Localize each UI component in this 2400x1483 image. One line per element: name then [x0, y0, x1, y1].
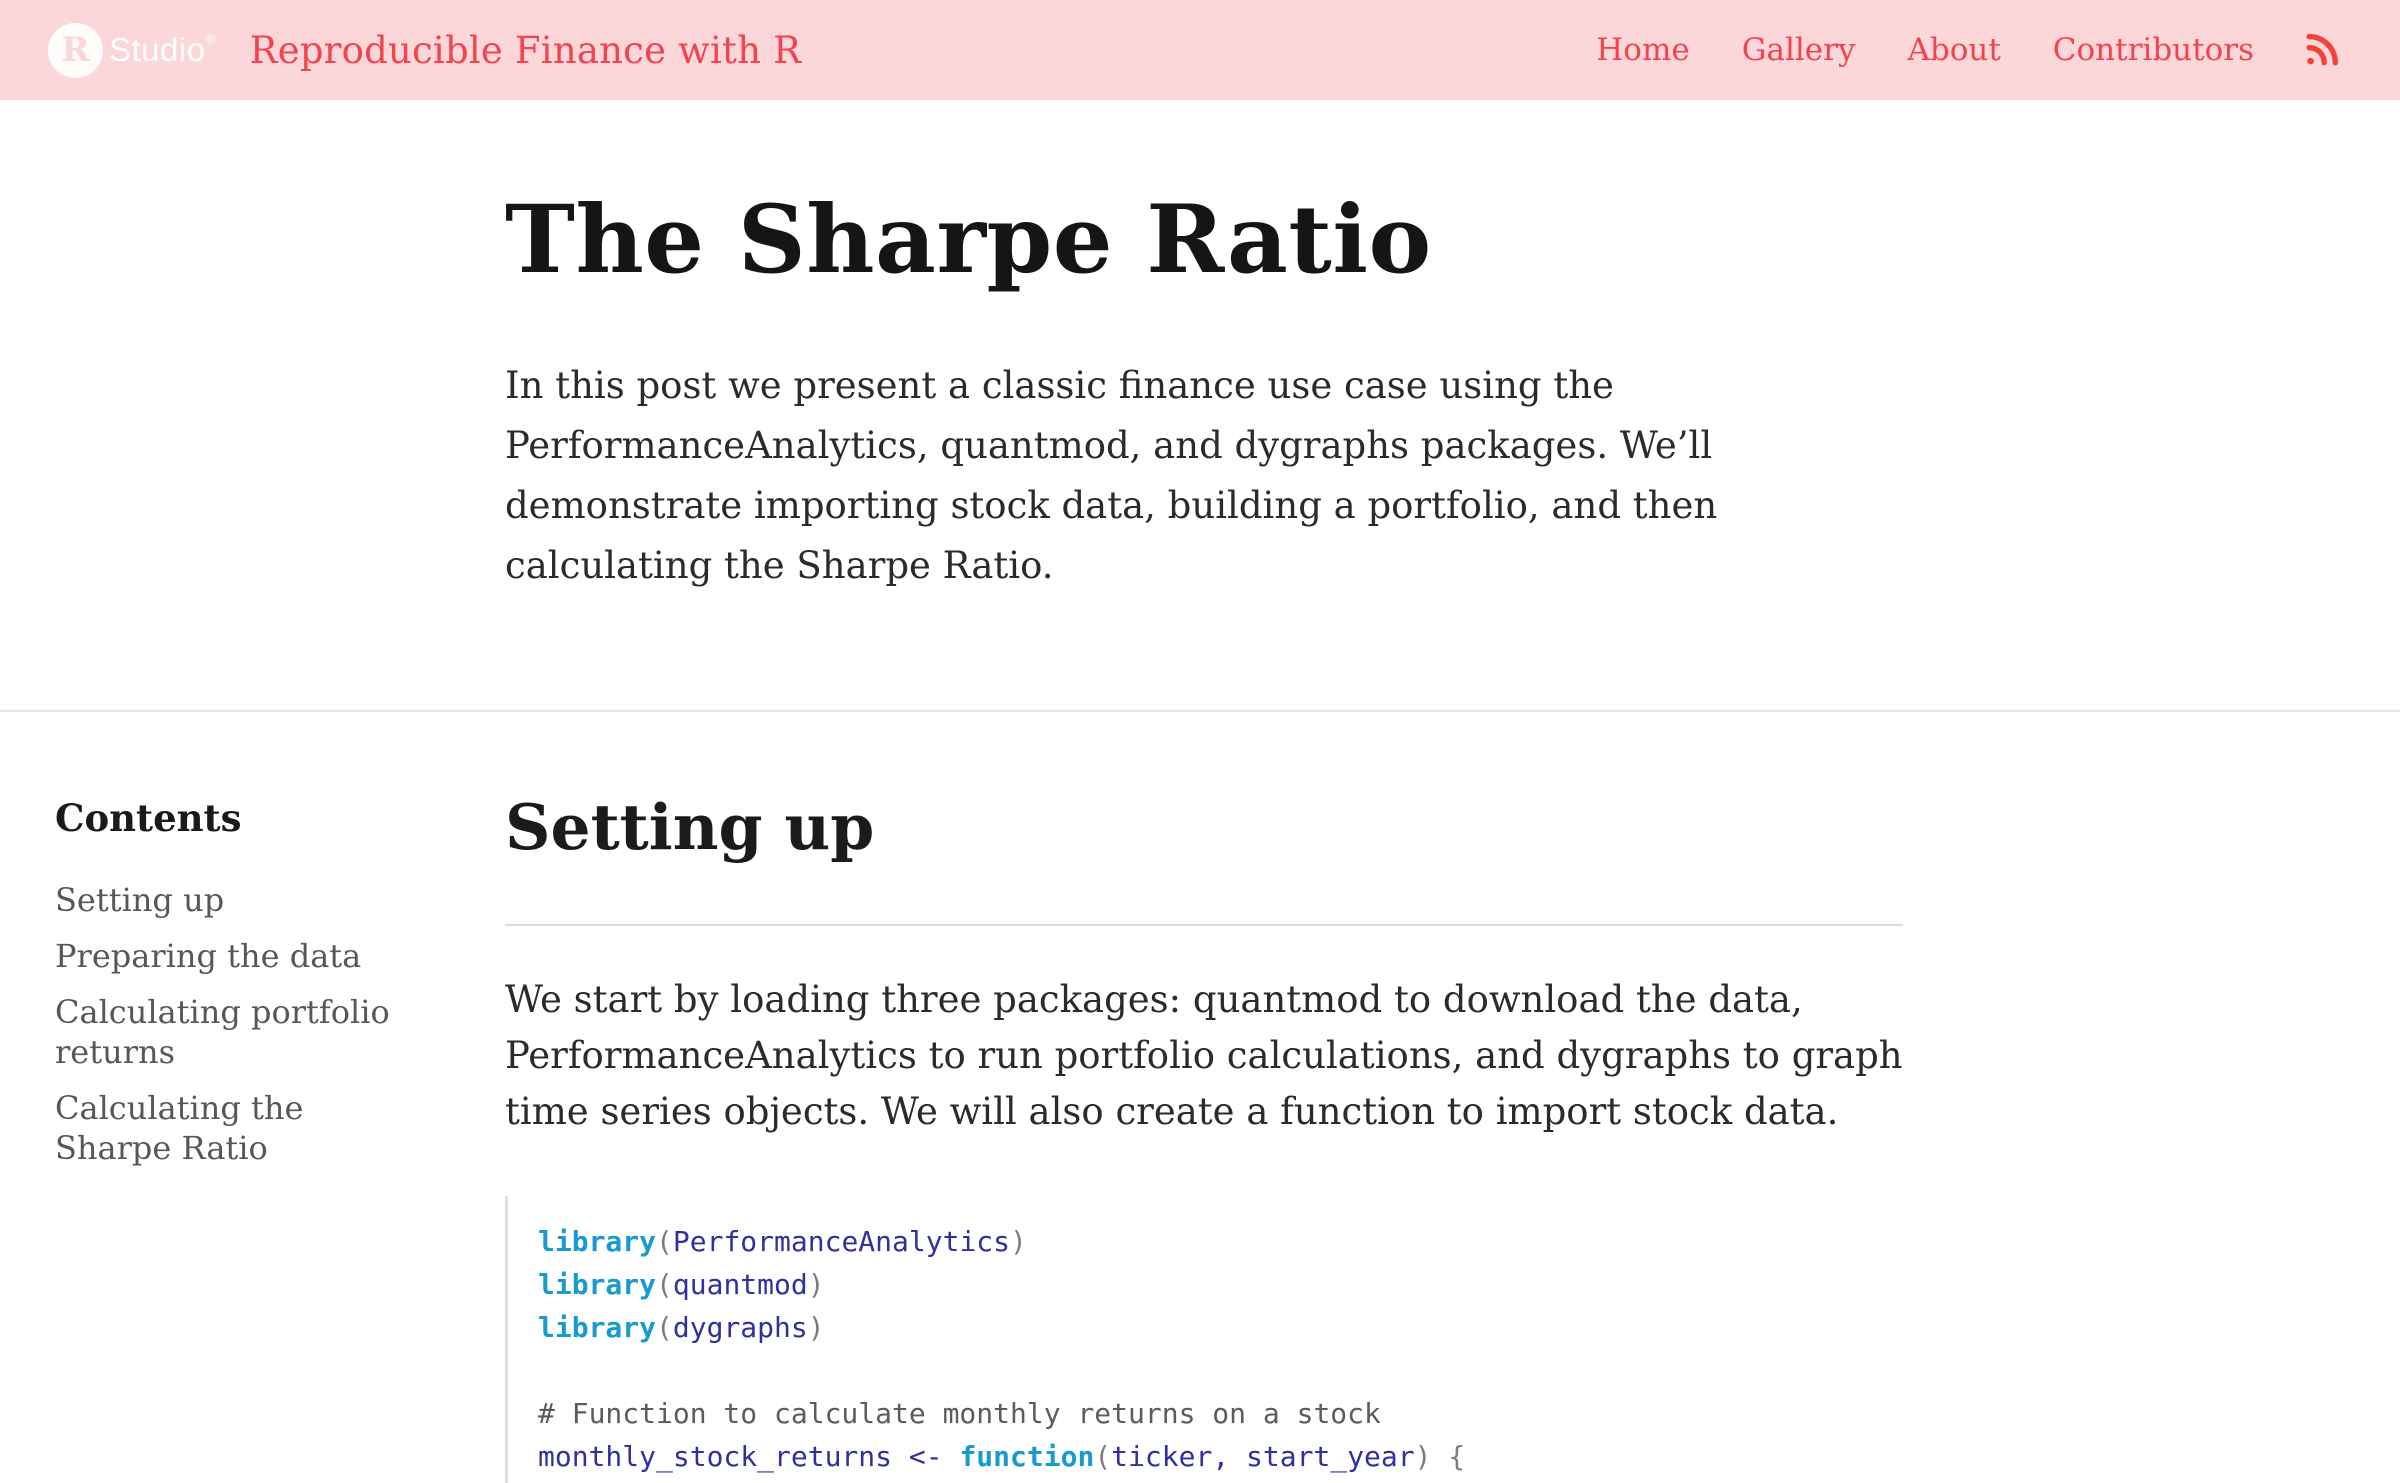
code-token: quantmod — [672, 1268, 808, 1302]
toc-heading: Contents — [55, 796, 242, 841]
code-token: ) — [1414, 1440, 1432, 1474]
code-token — [1431, 1440, 1448, 1473]
code-token: start_year — [1246, 1440, 1415, 1474]
code-token: # Function to calculate monthly returns on a stock — [538, 1397, 1381, 1431]
toc-item-setting-up[interactable]: Setting up — [55, 881, 225, 920]
toc-item-preparing-the-data[interactable]: Preparing the data — [55, 937, 362, 976]
section-paragraph: We start by loading three packages: quantmod to download the data, PerformanceAnalytics to run portfolio calculations, and dygraphs to graph time series objects. We will also create a function to import stock data. — [505, 978, 1903, 1134]
content-area — [0, 712, 2400, 1483]
nav-item-home[interactable]: Home — [1596, 32, 1690, 68]
code-token: ( — [656, 1225, 673, 1259]
code-token: ( — [656, 1268, 673, 1302]
toc-item-calculating-the-sharpe-ratio[interactable]: Calculating the Sharpe Ratio — [55, 1089, 304, 1168]
code-token: ticker — [1111, 1440, 1213, 1474]
code-line — [538, 1220, 1903, 1263]
code-token: ( — [1094, 1440, 1112, 1474]
code-token: ) — [1010, 1225, 1027, 1259]
code-line — [538, 1435, 1903, 1478]
code-block[interactable] — [505, 1196, 1903, 1483]
rstudio-logo-r: R — [61, 30, 90, 70]
table-of-contents — [55, 712, 505, 1483]
code-line — [538, 1306, 1903, 1349]
code-token: ) — [807, 1268, 825, 1302]
code-token: <- — [908, 1440, 960, 1474]
code-token: ) — [807, 1311, 825, 1345]
main-column — [505, 712, 1903, 1483]
section-divider — [505, 924, 1903, 926]
rstudio-logo[interactable] — [48, 23, 216, 78]
rss-icon[interactable] — [2302, 31, 2340, 69]
nav-item-contributors[interactable]: Contributors — [2052, 32, 2254, 68]
rstudio-logo-circle — [48, 23, 103, 78]
toc-list — [55, 880, 415, 1168]
code-token: PerformanceAnalytics — [672, 1225, 1011, 1259]
code-token: , — [1212, 1440, 1247, 1474]
article-hero — [0, 100, 2400, 710]
site-title[interactable]: Reproducible Finance with R — [249, 28, 802, 72]
article-intro: In this post we present a classic finance use case using the PerformanceAnalytics, quantmod, and dygraphs packages. We’ll demonstrate importing stock data, building a portfolio, and then calculating the Sharpe Ratio. — [505, 364, 1718, 588]
toc-item-calculating-portfolio-returns[interactable]: Calculating portfolio returns — [55, 993, 390, 1072]
code-line — [538, 1392, 1903, 1435]
main-nav — [1596, 32, 2254, 68]
code-token: library — [538, 1225, 657, 1259]
code-token: monthly_stock_returns — [538, 1440, 909, 1474]
nav-item-gallery[interactable]: Gallery — [1741, 32, 1856, 68]
rstudio-logo-text: Studio® — [109, 31, 216, 68]
nav-item-about[interactable]: About — [1907, 32, 2001, 68]
code-token: { — [1448, 1440, 1466, 1474]
code-token: function — [959, 1440, 1095, 1474]
site-header — [0, 0, 2400, 100]
code-token: ( — [656, 1311, 673, 1345]
code-token: library — [538, 1311, 657, 1345]
code-token: dygraphs — [672, 1311, 808, 1345]
section-heading: Setting up — [505, 790, 875, 865]
page-title: The Sharpe Ratio — [505, 185, 1432, 295]
code-line — [538, 1263, 1903, 1306]
code-line — [538, 1349, 1903, 1392]
code-token: library — [538, 1268, 657, 1302]
registered-mark-icon: ® — [205, 31, 216, 46]
